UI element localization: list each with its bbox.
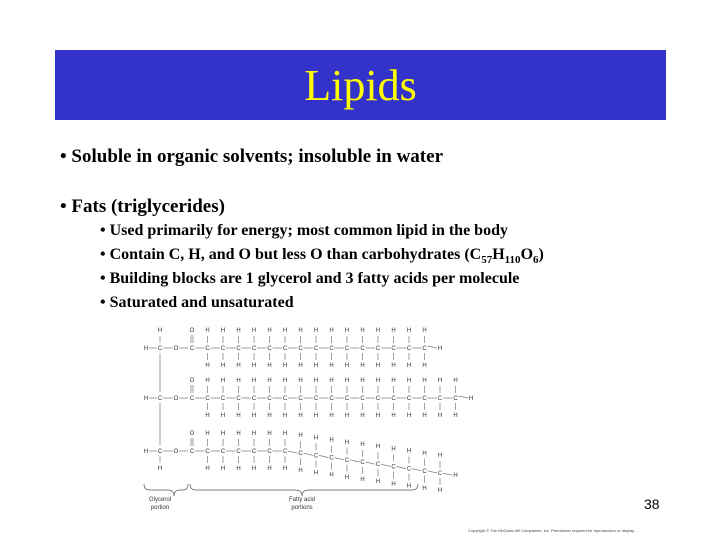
chain-h-atom: H bbox=[391, 481, 396, 488]
chain-h-atom: H bbox=[360, 413, 365, 419]
chain-h-atom: H bbox=[220, 363, 226, 369]
chain-h-atom: H bbox=[344, 439, 350, 446]
chain-h-atom: H bbox=[329, 437, 334, 444]
chain-c-atom: C bbox=[236, 396, 241, 402]
chain-h-atom: H bbox=[422, 328, 427, 334]
chain-c-atom: C bbox=[205, 346, 210, 352]
chain-h-atom: H bbox=[329, 328, 334, 334]
sub-bullet-composition bbox=[100, 246, 544, 266]
chain-c-atom: C bbox=[422, 468, 427, 475]
chain-h-atom: H bbox=[422, 378, 427, 384]
glycerol-label-line1: Glycerol bbox=[148, 497, 172, 503]
chain-h-atom: H bbox=[391, 378, 396, 384]
bullet-fats: • Fats (triglycerides) bbox=[60, 196, 225, 217]
sub-bullet-building-blocks: • Building blocks are 1 glycerol and 3 fatty acids per molecule bbox=[100, 270, 520, 287]
sub-bullet-energy: • Used primarily for energy; most common lipid in the body bbox=[100, 222, 508, 239]
chain-h-atom: H bbox=[453, 378, 458, 384]
chain-c-atom: C bbox=[375, 462, 381, 469]
chain-h-atom: H bbox=[282, 328, 288, 334]
chain-h-atom: H bbox=[391, 328, 396, 334]
chain-h-atom: H bbox=[313, 413, 319, 419]
chain-h-atom: H bbox=[267, 413, 272, 419]
chain-h-atom: H bbox=[406, 448, 412, 455]
chain-h-atom: H bbox=[344, 413, 350, 419]
bond-lines bbox=[149, 335, 468, 488]
bond bbox=[366, 462, 376, 464]
chain-h-atom: H bbox=[375, 479, 381, 486]
formula-h-count: 110 bbox=[504, 254, 521, 267]
chain-h-atom: H bbox=[267, 328, 272, 334]
copyright-notice: Copyright © The McGraw-Hill Companies, Inc. Permission required for reproduction or display. bbox=[468, 528, 635, 533]
chain-h-atom: H bbox=[236, 363, 241, 369]
chain-c-atom: C bbox=[360, 346, 365, 352]
chain-c-atom: C bbox=[251, 449, 257, 455]
bond bbox=[304, 453, 314, 455]
chain-h-atom: H bbox=[220, 328, 226, 334]
chain-c-atom: C bbox=[329, 346, 334, 352]
glycerol-h-atom: H bbox=[143, 346, 149, 352]
chain-h-atom: H bbox=[267, 466, 272, 472]
bond bbox=[428, 346, 438, 348]
chain-c-atom: C bbox=[391, 346, 396, 352]
chain-h-atom: H bbox=[437, 378, 443, 384]
chain-c-atom: C bbox=[205, 396, 210, 402]
glycerol-h-atom: H bbox=[143, 396, 149, 402]
chain-c-atom: C bbox=[298, 346, 303, 352]
chain-c-atom: C bbox=[391, 396, 396, 402]
chain-h-atom: H bbox=[329, 472, 334, 479]
formula-o-count: 6 bbox=[533, 254, 539, 267]
bond bbox=[443, 473, 453, 475]
chain-h-atom: H bbox=[391, 413, 396, 419]
glycerol-bracket bbox=[144, 484, 188, 496]
glycerol-o-atom: O bbox=[173, 396, 179, 402]
chain-c-atom: C bbox=[298, 451, 303, 458]
formula-suffix: ) bbox=[538, 246, 544, 263]
terminal-h-atom: H bbox=[437, 346, 443, 352]
chain-h-atom: H bbox=[282, 466, 288, 472]
chain-h-atom: H bbox=[205, 328, 210, 334]
chain-h-atom: H bbox=[453, 413, 458, 419]
chain-h-atom: H bbox=[375, 444, 381, 451]
chain-c-atom: C bbox=[282, 346, 288, 352]
glycerol-c-atom: C bbox=[157, 346, 163, 352]
chain-c-atom: C bbox=[406, 396, 412, 402]
bond bbox=[459, 396, 469, 398]
chain-c-atom: C bbox=[313, 396, 319, 402]
chain-h-atom: H bbox=[236, 431, 241, 437]
chain-c-atom: C bbox=[375, 346, 381, 352]
glycerol-h-atom: H bbox=[143, 449, 149, 455]
chain-c-atom: C bbox=[406, 346, 412, 352]
chain-h-atom: H bbox=[298, 328, 303, 334]
chain-h-atom: H bbox=[282, 378, 288, 384]
chain-h-atom: H bbox=[236, 328, 241, 334]
carbonyl-o-atom: O bbox=[189, 431, 195, 437]
chain-c-atom: C bbox=[220, 449, 226, 455]
chain-c-atom: C bbox=[282, 449, 288, 455]
chain-h-atom: H bbox=[236, 466, 241, 472]
carbonyl-o-atom: O bbox=[189, 328, 195, 334]
chain-h-atom: H bbox=[391, 446, 396, 453]
glycerol-label-line2: portion bbox=[150, 505, 170, 511]
chain-h-atom: H bbox=[360, 328, 365, 334]
chain-h-atom: H bbox=[406, 363, 412, 369]
chain-h-atom: H bbox=[360, 363, 365, 369]
title-bar bbox=[55, 50, 666, 120]
formula-h: H bbox=[492, 246, 505, 263]
chain-c-atom: C bbox=[251, 346, 257, 352]
chain-c-atom: C bbox=[391, 464, 396, 471]
chain-c-atom: C bbox=[298, 396, 303, 402]
atom-labels bbox=[144, 328, 473, 494]
page-number: 38 bbox=[644, 496, 660, 512]
chain-h-atom: H bbox=[205, 466, 210, 472]
chain-h-atom: H bbox=[298, 363, 303, 369]
chain-h-atom: H bbox=[329, 363, 334, 369]
chain-c-atom: C bbox=[329, 396, 334, 402]
carbonyl-c-atom: C bbox=[189, 346, 195, 352]
chain-h-atom: H bbox=[313, 435, 319, 442]
carbonyl-c-atom: C bbox=[189, 449, 195, 455]
glycerol-bottom-h-atom: H bbox=[157, 466, 163, 472]
bond bbox=[335, 458, 345, 460]
chain-h-atom: H bbox=[251, 431, 257, 437]
chain-h-atom: H bbox=[282, 413, 288, 419]
chain-h-atom: H bbox=[251, 378, 257, 384]
chain-h-atom: H bbox=[437, 413, 443, 419]
chain-c-atom: C bbox=[236, 346, 241, 352]
chain-c-atom: C bbox=[360, 396, 365, 402]
chain-c-atom: C bbox=[344, 396, 350, 402]
chain-h-atom: H bbox=[360, 442, 365, 448]
fatty-acid-label-line2: portions bbox=[291, 505, 313, 511]
bond bbox=[397, 466, 407, 468]
glycerol-o-atom: O bbox=[173, 346, 179, 352]
chain-h-atom: H bbox=[422, 450, 427, 457]
chain-h-atom: H bbox=[282, 431, 288, 437]
chain-c-atom: C bbox=[437, 396, 443, 402]
chain-h-atom: H bbox=[406, 483, 412, 490]
chain-h-atom: H bbox=[391, 363, 396, 369]
chain-c-atom: C bbox=[422, 396, 427, 402]
chain-h-atom: H bbox=[298, 378, 303, 384]
chain-c-atom: C bbox=[360, 460, 365, 466]
bond bbox=[428, 471, 438, 473]
slide-title: Lipids bbox=[304, 60, 417, 110]
chain-h-atom: H bbox=[205, 378, 210, 384]
bond bbox=[412, 469, 422, 471]
chain-h-atom: H bbox=[329, 413, 334, 419]
chain-c-atom: C bbox=[220, 346, 226, 352]
chain-h-atom: H bbox=[437, 488, 443, 494]
chain-h-atom: H bbox=[298, 413, 303, 419]
chain-h-atom: H bbox=[406, 328, 412, 334]
chain-h-atom: H bbox=[251, 413, 257, 419]
glycerol-c-atom: C bbox=[157, 396, 163, 402]
chain-h-atom: H bbox=[236, 413, 241, 419]
chain-c-atom: C bbox=[282, 396, 288, 402]
glycerol-o-atom: O bbox=[173, 449, 179, 455]
formula-o: O bbox=[520, 246, 534, 263]
triglyceride-diagram bbox=[130, 318, 490, 518]
chain-h-atom: H bbox=[267, 378, 272, 384]
chain-h-atom: H bbox=[251, 328, 257, 334]
fatty-acid-bracket bbox=[190, 484, 418, 496]
bond bbox=[288, 451, 298, 453]
chain-c-atom: C bbox=[422, 346, 427, 352]
chain-h-atom: H bbox=[220, 431, 226, 437]
chain-h-atom: H bbox=[344, 363, 350, 369]
sub-bullet-saturation: • Saturated and unsaturated bbox=[100, 294, 294, 311]
chain-h-atom: H bbox=[251, 466, 257, 472]
carbonyl-o-atom: O bbox=[189, 378, 195, 384]
chain-h-atom: H bbox=[344, 474, 350, 481]
chain-h-atom: H bbox=[360, 378, 365, 384]
chain-c-atom: C bbox=[375, 396, 381, 402]
chain-h-atom: H bbox=[267, 431, 272, 437]
chain-h-atom: H bbox=[220, 378, 226, 384]
chain-h-atom: H bbox=[360, 477, 365, 483]
chain-c-atom: C bbox=[267, 449, 272, 455]
chain-h-atom: H bbox=[236, 378, 241, 384]
carbonyl-c-atom: C bbox=[189, 396, 195, 402]
chain-h-atom: H bbox=[422, 413, 427, 419]
chain-h-atom: H bbox=[298, 468, 303, 475]
chain-c-atom: C bbox=[205, 449, 210, 455]
chain-c-atom: C bbox=[437, 471, 443, 477]
chain-h-atom: H bbox=[313, 470, 319, 477]
chain-h-atom: H bbox=[313, 328, 319, 334]
chain-c-atom: C bbox=[267, 346, 272, 352]
chain-c-atom: C bbox=[313, 346, 319, 352]
chain-c-atom: C bbox=[267, 396, 272, 402]
chain-h-atom: H bbox=[251, 363, 257, 369]
glycerol-c-atom: C bbox=[157, 449, 163, 455]
chain-c-atom: C bbox=[344, 346, 350, 352]
bond bbox=[350, 460, 360, 462]
chain-c-atom: C bbox=[406, 466, 412, 473]
chain-c-atom: C bbox=[329, 455, 334, 462]
chain-h-atom: H bbox=[375, 413, 381, 419]
formula-c-count: 57 bbox=[481, 254, 493, 267]
chain-h-atom: H bbox=[313, 363, 319, 369]
formula-prefix: • Contain C, H, and O but less O than carbohydrates (C bbox=[100, 246, 482, 263]
terminal-h-atom: H bbox=[468, 396, 474, 402]
chain-h-atom: H bbox=[406, 378, 412, 384]
chain-h-atom: H bbox=[344, 378, 350, 384]
chain-h-atom: H bbox=[267, 363, 272, 369]
chain-h-atom: H bbox=[205, 431, 210, 437]
fatty-acid-label-line1: Fatty acid bbox=[288, 497, 316, 503]
chain-h-atom: H bbox=[298, 433, 303, 440]
chain-h-atom: H bbox=[406, 413, 412, 419]
chain-c-atom: C bbox=[236, 449, 241, 455]
chain-c-atom: C bbox=[251, 396, 257, 402]
bullet-solubility: • Soluble in organic solvents; insoluble in water bbox=[60, 146, 443, 167]
chain-c-atom: C bbox=[313, 453, 319, 460]
chain-c-atom: C bbox=[453, 396, 458, 402]
chain-h-atom: H bbox=[282, 363, 288, 369]
chain-c-atom: C bbox=[220, 396, 226, 402]
chain-h-atom: H bbox=[205, 363, 210, 369]
chain-h-atom: H bbox=[375, 363, 381, 369]
chain-h-atom: H bbox=[437, 453, 443, 459]
chain-h-atom: H bbox=[220, 413, 226, 419]
bond bbox=[381, 464, 391, 466]
chain-h-atom: H bbox=[422, 363, 427, 369]
bond bbox=[319, 455, 329, 457]
chain-c-atom: C bbox=[344, 457, 350, 464]
chain-h-atom: H bbox=[344, 328, 350, 334]
chain-h-atom: H bbox=[422, 485, 427, 492]
chain-h-atom: H bbox=[375, 378, 381, 384]
terminal-h-atom: H bbox=[453, 473, 458, 480]
chain-h-atom: H bbox=[375, 328, 381, 334]
chain-h-atom: H bbox=[313, 378, 319, 384]
glycerol-top-h-atom: H bbox=[157, 328, 163, 334]
chain-h-atom: H bbox=[205, 413, 210, 419]
chain-h-atom: H bbox=[329, 378, 334, 384]
chain-h-atom: H bbox=[220, 466, 226, 472]
